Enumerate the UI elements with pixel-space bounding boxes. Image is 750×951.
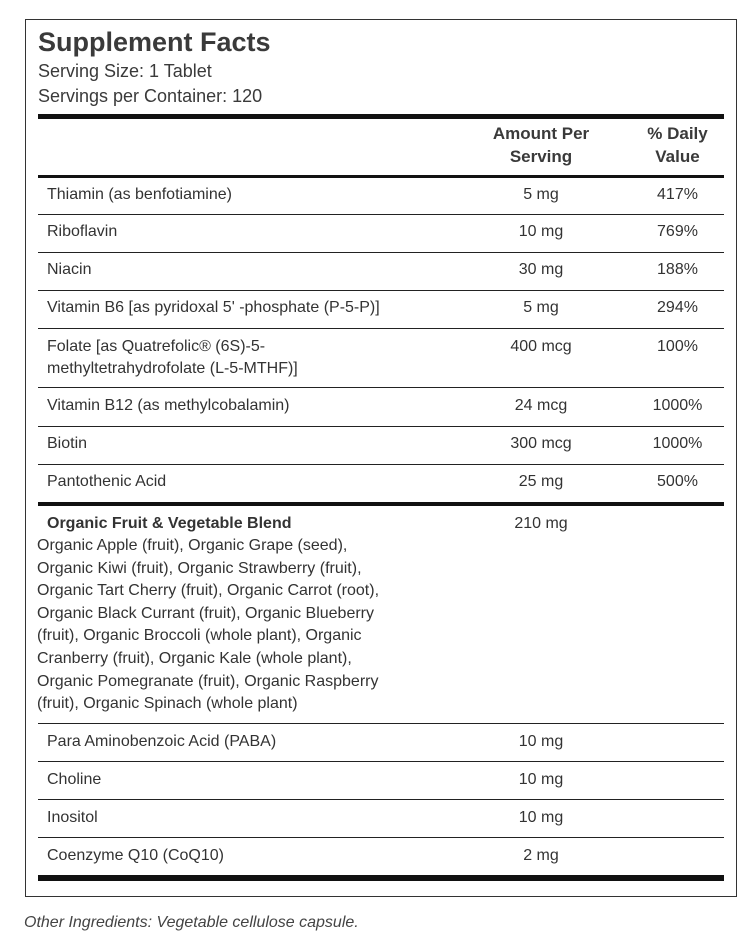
blend-line: Organic Pomegranate (fruit), Organic Raspberry	[37, 672, 379, 690]
blend-line: Organic Kiwi (fruit), Organic Strawberry (fruit),	[37, 559, 362, 577]
nutrient-dv-riboflavin: 769%	[657, 223, 698, 240]
nutrient-amount-coq10: 2 mg	[523, 847, 559, 864]
top-thick-rule	[38, 114, 724, 119]
nutrient-name-vitamin-b12: Vitamin B12 (as methylcobalamin)	[47, 397, 290, 414]
nutrient-amount-vitamin-b12: 24 mcg	[514, 397, 568, 414]
blend-line: Organic Tart Cherry (fruit), Organic Carrot (root),	[37, 582, 380, 600]
dv-header-line2: Value	[655, 147, 700, 166]
amount-header-line1: Amount Per	[492, 124, 590, 143]
blend-title: Organic Fruit & Vegetable Blend	[47, 515, 292, 532]
nutrient-dv-vitamin-b6: 294%	[657, 299, 698, 316]
nutrient-name-pantothenic-acid: Pantothenic Acid	[47, 473, 167, 490]
bottom-thick-rule	[38, 875, 724, 881]
panel-title: Supplement Facts	[38, 27, 271, 57]
nutrient-name-choline: Choline	[47, 771, 102, 788]
nutrient-amount-biotin: 300 mcg	[510, 435, 572, 452]
nutrient-name-coq10: Coenzyme Q10 (CoQ10)	[47, 847, 224, 864]
row-divider	[38, 723, 724, 724]
nutrient-name-inositol: Inositol	[47, 809, 98, 826]
servings-per-container: Servings per Container: 120	[38, 86, 263, 106]
serving-size: Serving Size: 1 Tablet	[38, 61, 212, 81]
nutrient-dv-vitamin-b12: 1000%	[652, 397, 703, 414]
row-divider	[38, 761, 724, 762]
nutrient-amount-choline: 10 mg	[518, 771, 564, 788]
nutrient-amount-niacin: 30 mg	[518, 261, 564, 278]
daily-value-header	[621, 122, 734, 168]
nutrient-name-niacin: Niacin	[47, 261, 92, 278]
blend-ingredients	[37, 535, 447, 716]
nutrient-name-vitamin-b6: Vitamin B6 [as pyridoxal 5' -phosphate (P-5-P)]	[47, 299, 380, 316]
nutrient-dv-thiamin: 417%	[657, 186, 698, 203]
other-ingredients: Other Ingredients: Vegetable cellulose capsule.	[24, 914, 359, 931]
nutrient-dv-pantothenic-acid: 500%	[657, 473, 698, 490]
blend-line: Organic Apple (fruit), Organic Grape (seed),	[37, 537, 348, 554]
blend-line: Organic Black Currant (fruit), Organic Blueberry	[37, 604, 374, 622]
nutrient-dv-biotin: 1000%	[652, 435, 703, 452]
row-divider	[38, 328, 724, 329]
nutrient-dv-niacin: 188%	[657, 261, 698, 278]
row-divider	[38, 387, 724, 388]
folate-name-line1: Folate [as Quatrefolic® (6S)-5-	[47, 338, 266, 355]
blend-line: (fruit), Organic Spinach (whole plant)	[37, 695, 298, 713]
row-divider	[38, 214, 724, 215]
supplement-facts-panel	[25, 19, 737, 897]
row-divider	[38, 252, 724, 253]
nutrient-name-paba: Para Aminobenzoic Acid (PABA)	[47, 733, 277, 750]
folate-name-line2: methyltetrahydrofolate (L-5-MTHF)]	[47, 360, 298, 377]
nutrient-name-riboflavin: Riboflavin	[47, 223, 118, 240]
dv-header-line1: % Daily	[647, 124, 708, 143]
nutrient-amount-paba: 10 mg	[518, 733, 564, 750]
row-divider	[38, 426, 724, 427]
nutrient-amount-pantothenic-acid: 25 mg	[518, 473, 564, 490]
nutrient-name-thiamin: Thiamin (as benfotiamine)	[47, 186, 232, 203]
row-divider	[38, 290, 724, 291]
mid-thick-rule	[38, 502, 724, 506]
row-divider	[38, 464, 724, 465]
amount-header-line2: Serving	[509, 147, 573, 166]
blend-amount: 210 mg	[514, 515, 568, 532]
nutrient-amount-folate: 400 mcg	[510, 338, 572, 355]
nutrient-amount-inositol: 10 mg	[518, 809, 564, 826]
nutrient-name-folate	[47, 336, 467, 380]
header-rule	[38, 175, 724, 178]
blend-line: Cranberry (fruit), Organic Kale (whole plant),	[37, 649, 352, 667]
row-divider	[38, 837, 724, 838]
row-divider	[38, 799, 724, 800]
nutrient-dv-folate: 100%	[657, 338, 698, 355]
nutrient-amount-vitamin-b6: 5 mg	[523, 299, 559, 316]
nutrient-name-biotin: Biotin	[47, 435, 88, 452]
blend-line: (fruit), Organic Broccoli (whole plant), Organic	[37, 627, 362, 645]
nutrient-amount-riboflavin: 10 mg	[518, 223, 564, 240]
amount-per-serving-header	[466, 122, 616, 168]
nutrient-amount-thiamin: 5 mg	[523, 186, 559, 203]
